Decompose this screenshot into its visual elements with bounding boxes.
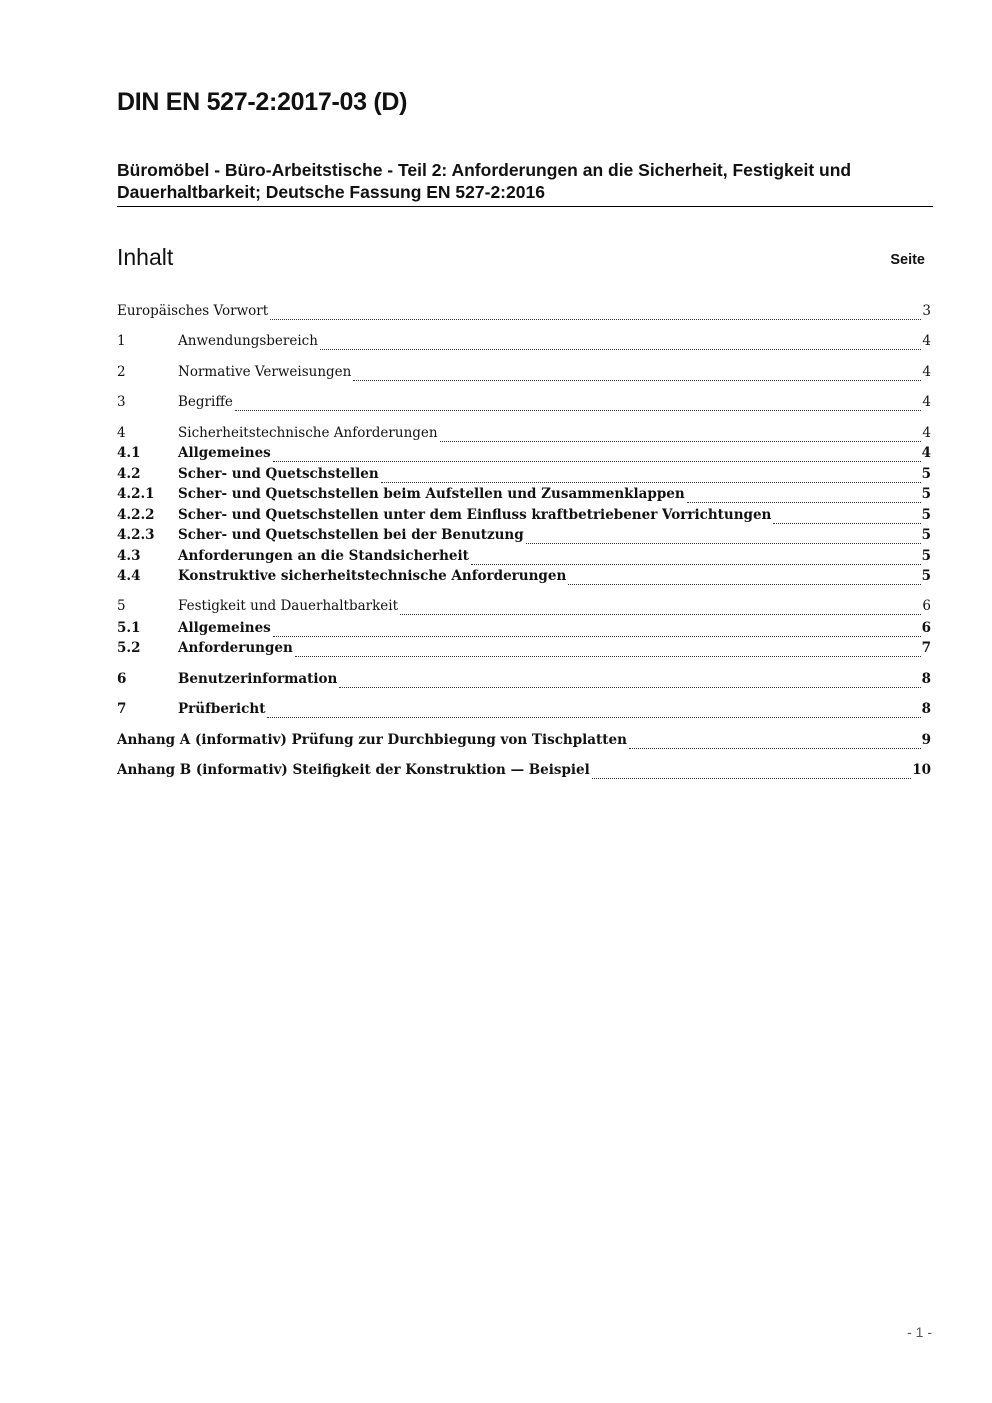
toc-entry-number: 4.3 (117, 548, 141, 564)
toc-entry[interactable] (117, 701, 931, 721)
toc-entry[interactable] (117, 507, 931, 527)
toc-entry[interactable] (117, 466, 931, 486)
toc-entry-page: 4 (922, 333, 931, 349)
toc-entry-number: 4.2.3 (117, 527, 155, 543)
toc-entry[interactable] (117, 671, 931, 691)
toc-entry-title: Sicherheitstechnische Anforderungen (178, 425, 438, 441)
toc-dot-leader (339, 686, 920, 688)
toc-entry-page: 10 (912, 762, 931, 778)
toc-entry-number: 4.4 (117, 568, 141, 584)
toc-entry[interactable] (117, 364, 931, 384)
toc-entry-page: 9 (921, 732, 931, 748)
toc-dot-leader (273, 635, 921, 637)
toc-dot-leader (629, 747, 921, 749)
toc-dot-leader (526, 542, 921, 544)
toc-entry-title: Normative Verweisungen (178, 364, 352, 380)
toc-entry-page: 6 (921, 620, 931, 636)
toc-entry-title: Allgemeines (178, 620, 271, 636)
toc-page-column-label: Seite (890, 252, 925, 268)
toc-entry-page: 7 (921, 640, 931, 656)
document-subtitle: Büromöbel - Büro-Arbeitstische - Teil 2: Anforderungen an die Sicherheit, Festigkeit und Dauerhaltbarkeit; Deutsche Fassung EN 527-2:2016 (117, 160, 852, 202)
title-divider (117, 206, 933, 207)
toc-entry[interactable] (117, 486, 931, 506)
toc-entry-page: 5 (921, 507, 931, 523)
toc-entry-title: Konstruktive sicherheitstechnische Anforderungen (178, 568, 567, 584)
toc-entry-page: 6 (922, 598, 931, 614)
toc-entry-number: 4 (117, 425, 126, 441)
toc-dot-leader (235, 409, 922, 411)
toc-dot-leader (687, 501, 921, 503)
toc-entry[interactable] (117, 394, 931, 414)
toc-entry[interactable] (117, 620, 931, 640)
toc-entry-page: 3 (922, 303, 931, 319)
toc-entry-number: 2 (117, 364, 126, 380)
toc-entry[interactable] (117, 445, 931, 465)
toc-dot-leader (773, 522, 920, 524)
toc-dot-leader (320, 348, 921, 350)
toc-entry-page: 4 (922, 394, 931, 410)
toc-entry-title: Festigkeit und Dauerhaltbarkeit (178, 598, 399, 614)
toc-entry-title: Scher- und Quetschstellen bei der Benutzung (178, 527, 524, 543)
toc-entry[interactable] (117, 568, 931, 588)
toc-dot-leader (471, 563, 921, 565)
toc-entry-page: 4 (922, 425, 931, 441)
toc-dot-leader (381, 481, 921, 483)
toc-entry-title: Europäisches Vorwort (117, 303, 269, 319)
toc-dot-leader (267, 716, 920, 718)
toc-entry-number: 7 (117, 701, 127, 717)
toc-entry-number: 4.1 (117, 445, 141, 461)
toc-entry-page: 5 (921, 548, 931, 564)
toc-entry[interactable] (117, 333, 931, 353)
toc-entry-title: Begriffe (178, 394, 233, 410)
toc-entry-title: Scher- und Quetschstellen beim Aufstellen und Zusammenklappen (178, 486, 685, 502)
toc-dot-leader (273, 460, 921, 462)
toc-entry-title: Prüfbericht (178, 701, 266, 717)
toc-entry-page: 5 (921, 568, 931, 584)
toc-entry[interactable] (117, 303, 931, 323)
toc-entry-page: 4 (922, 364, 931, 380)
toc-dot-leader (400, 613, 921, 615)
toc-entry[interactable] (117, 527, 931, 547)
toc-entry[interactable] (117, 548, 931, 568)
toc-entry-number: 4.2.2 (117, 507, 155, 523)
toc-dot-leader (568, 583, 920, 585)
toc-entry[interactable] (117, 598, 931, 618)
toc-entry-title: Anwendungsbereich (178, 333, 318, 349)
toc-entry[interactable] (117, 732, 931, 752)
toc-entry-title: Scher- und Quetschstellen unter dem Einfluss kraftbetriebener Vorrichtungen (178, 507, 772, 523)
toc-dot-leader (353, 379, 921, 381)
toc-entry-number: 6 (117, 671, 127, 687)
toc-entry-title: Anhang B (informativ) Steifigkeit der Konstruktion — Beispiel (117, 762, 590, 778)
toc-entry-number: 4.2 (117, 466, 141, 482)
document-title: DIN EN 527-2:2017-03 (D) (117, 88, 408, 116)
toc-entry-page: 4 (921, 445, 931, 461)
toc-entry-number: 5.1 (117, 620, 141, 636)
toc-heading: Inhalt (117, 244, 174, 270)
toc-dot-leader (270, 318, 921, 320)
toc-dot-leader (592, 777, 911, 779)
toc-entry-page: 8 (921, 671, 931, 687)
toc-entry-page: 5 (921, 527, 931, 543)
toc-entry-title: Benutzerinformation (178, 671, 338, 687)
toc-entry-title: Anforderungen an die Standsicherheit (178, 548, 469, 564)
toc-entry[interactable] (117, 762, 931, 782)
page-number: - 1 - (907, 1324, 932, 1340)
toc-entry-title: Allgemeines (178, 445, 271, 461)
toc-entry-page: 8 (921, 701, 931, 717)
toc-entry-title: Scher- und Quetschstellen (178, 466, 379, 482)
toc-dot-leader (295, 655, 921, 657)
toc-entry-title: Anforderungen (178, 640, 293, 656)
toc-entry-number: 5.2 (117, 640, 141, 656)
toc-entry-title: Anhang A (informativ) Prüfung zur Durchbiegung von Tischplatten (117, 732, 627, 748)
toc-dot-leader (440, 440, 922, 442)
toc-entry-number: 3 (117, 394, 126, 410)
toc-entry-page: 5 (921, 466, 931, 482)
toc-entry-number: 5 (117, 598, 126, 614)
toc-entry[interactable] (117, 640, 931, 660)
toc-entry[interactable] (117, 425, 931, 445)
toc-entry-number: 1 (117, 333, 126, 349)
toc-entry-number: 4.2.1 (117, 486, 155, 502)
toc-entry-page: 5 (921, 486, 931, 502)
